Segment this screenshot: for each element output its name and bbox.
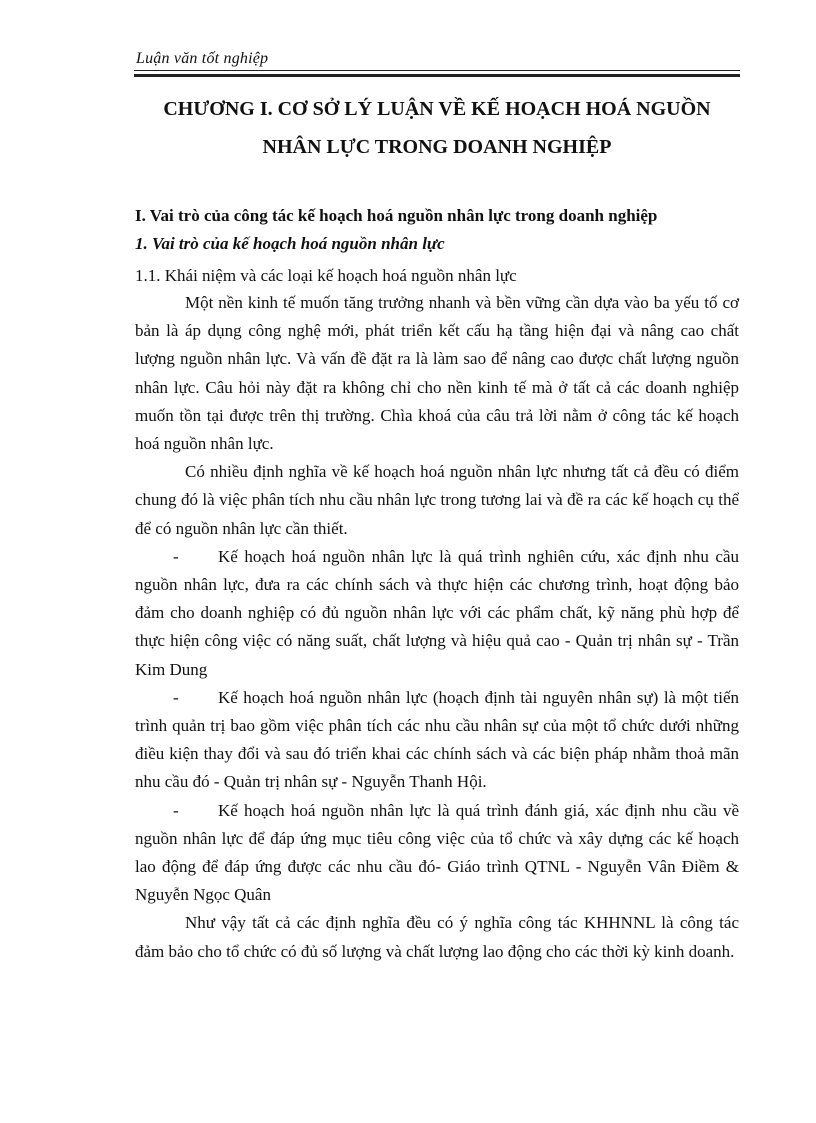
header-rule-thin xyxy=(134,70,740,71)
dash-bullet: - xyxy=(173,546,179,566)
paragraph-2: Có nhiều định nghĩa về kế hoạch hoá nguồn nhân lực nhưng tất cả đều có điểm chung đó là việc phân tích nhu cầu nhân lực trong tương lai và đề ra các kế hoạch cụ thể để có nguồn nhân lực cần thiết. xyxy=(135,462,739,538)
paragraph-1: Một nền kinh tế muốn tăng trưởng nhanh và bền vững cần dựa vào ba yếu tố cơ bản là áp dụng công nghệ mới, phát triển kết cấu hạ tầng hiện đại và nâng cao chất lượng nguồn nhân lực. Và vấn đề đặt ra là làm sao để nâng cao được chất lượng nguồn nhân lực. Câu hỏi này đặt ra không chỉ cho nền kinh tế mà ở tất cả các doanh nghiệp muốn tồn tại được trên thị trường. Chìa khoá của câu trả lời nằm ở công tác kế hoạch hoá nguồn nhân lực. xyxy=(135,293,739,454)
definition-text-2: Kế hoạch hoá nguồn nhân lực (hoạch định tài nguyên nhân sự) là một tiến trình quản trị bao gồm việc phân tích các nhu cầu nhân sự của một tổ chức dưới những điều kiện thay đổi và sau đó triển khai các chính sách và các biện pháp nhằm thoả mãn nhu cầu đó - Quản trị nhân sự - Nguyễn Thanh Hội. xyxy=(135,687,739,792)
definition-item-3 xyxy=(135,797,739,910)
section-heading-1: I. Vai trò của công tác kế hoạch hoá nguồn nhân lực trong doanh nghiệp xyxy=(135,206,658,225)
chapter-title xyxy=(134,90,740,166)
section-heading-1-1: 1. Vai trò của kế hoạch hoá nguồn nhân lực xyxy=(135,234,445,253)
definition-item-2 xyxy=(135,684,739,797)
definition-text-1: Kế hoạch hoá nguồn nhân lực là quá trình nghiên cứu, xác định nhu cầu nguồn nhân lực, đưa ra các chính sách và thực hiện các chương trình, hoạt động bảo đảm cho doanh nghiệp có đủ nguồn nhân lực với các phẩm chất, kỹ năng phù hợp để thực hiện công việc có năng suất, chất lượng và hiệu quả cao - Quản trị nhân sự - Trần Kim Dung xyxy=(135,546,739,679)
definition-item-1 xyxy=(135,543,739,684)
dash-bullet: - xyxy=(173,687,179,707)
chapter-title-line-1: CHƯƠNG I. CƠ SỞ LÝ LUẬN VỀ KẾ HOẠCH HOÁ NGUỒN xyxy=(163,98,711,120)
definition-text-3: Kế hoạch hoá nguồn nhân lực là quá trình đánh giá, xác định nhu cầu về nguồn nhân lực để đáp ứng mục tiêu công việc của tổ chức và xây dựng các kế hoạch lao động để đáp ứng được các nhu cầu đó- Giáo trình QTNL - Nguyễn Vân Điềm & Nguyễn Ngọc Quân xyxy=(135,800,739,905)
document-body xyxy=(135,203,739,966)
section-heading-1-1-1: 1.1. Khái niệm và các loại kế hoạch hoá nguồn nhân lực xyxy=(135,266,517,285)
dash-bullet: - xyxy=(173,800,179,820)
header-rule-thick xyxy=(134,74,740,77)
paragraph-3: Như vậy tất cả các định nghĩa đều có ý nghĩa công tác KHHNNL là công tác đảm bảo cho tổ chức có đủ số lượng và chất lượng lao động cho các thời kỳ kinh doanh. xyxy=(135,913,739,961)
running-header: Luận văn tốt nghiệp xyxy=(136,50,269,67)
chapter-title-line-2: NHÂN LỰC TRONG DOANH NGHIỆP xyxy=(262,136,612,158)
